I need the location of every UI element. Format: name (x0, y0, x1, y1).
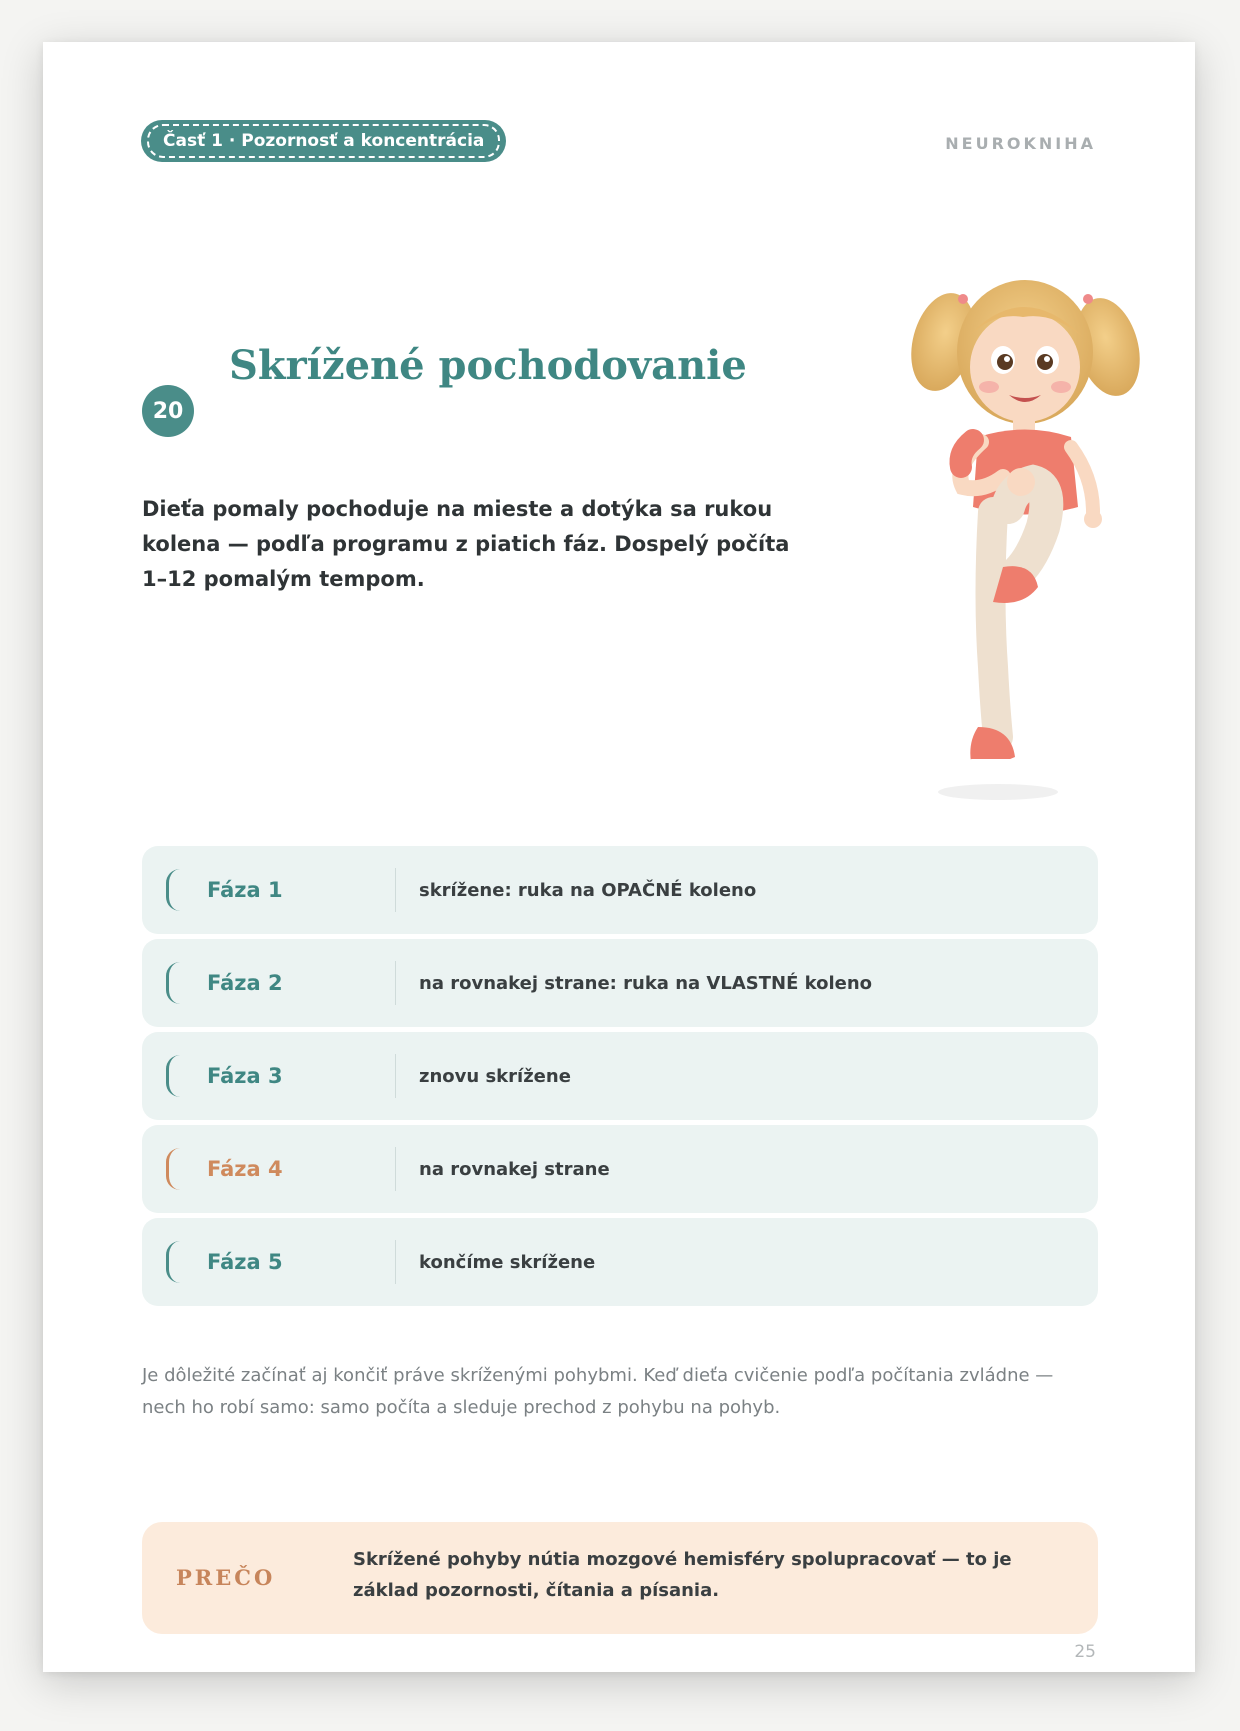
phase-description: na rovnakej strane (419, 1158, 610, 1180)
phase-label: Fáza 3 (207, 1064, 283, 1088)
phase-divider (395, 868, 396, 912)
phase-label: Fáza 4 (207, 1157, 283, 1181)
bracket-icon (166, 1148, 180, 1190)
why-box (142, 1522, 1098, 1634)
phase-row (142, 939, 1098, 1027)
phase-label: Fáza 5 (207, 1250, 283, 1274)
why-label: PREČO (176, 1565, 276, 1590)
bracket-icon (166, 962, 180, 1004)
phase-divider (395, 1240, 396, 1284)
phase-row (142, 846, 1098, 934)
exercise-title: Skrížené pochodovanie (229, 342, 747, 389)
phase-divider (395, 1054, 396, 1098)
book-page (43, 42, 1195, 1672)
phase-divider (395, 961, 396, 1005)
phase-row (142, 1032, 1098, 1120)
girl-illustration (893, 237, 1193, 827)
phase-list (142, 846, 1098, 1311)
page-number: 25 (1074, 1642, 1096, 1662)
phase-row (142, 1125, 1098, 1213)
phase-divider (395, 1147, 396, 1191)
brand-label: NEUROKNIHA (945, 134, 1096, 153)
section-chip-label: Časť 1 · Pozornosť a koncentrácia (147, 124, 500, 158)
phase-description: končíme skrížene (419, 1251, 596, 1273)
phase-description: na rovnakej strane: ruka na VLASTNÉ koleno (419, 972, 873, 994)
why-text: Skrížené pohyby nútia mozgové hemisféry spolupracovať — to je základ pozornosti, čítania a písania. (353, 1549, 1012, 1601)
exercise-lead: Dieťa pomaly pochoduje na mieste a dotýka sa rukou kolena — podľa programu z piatich fáz. Dospelý počíta 1–12 pomalým tempom. (142, 497, 790, 591)
bracket-icon (166, 1055, 180, 1097)
phase-row (142, 1218, 1098, 1306)
note-paragraph: Je dôležité začínať aj končiť práve skríženými pohybmi. Keď dieťa cvičenie podľa počítania zvládne — nech ho robí samo: samo počíta a sleduje prechod z pohybu na pohyb. (142, 1365, 1054, 1418)
phase-label: Fáza 1 (207, 878, 283, 902)
bracket-icon (166, 1241, 180, 1283)
bracket-icon (166, 869, 180, 911)
phase-description: znovu skrížene (419, 1065, 571, 1087)
phase-description: skrížene: ruka na OPAČNÉ koleno (419, 879, 757, 901)
section-chip (141, 120, 506, 162)
phase-label: Fáza 2 (207, 971, 283, 995)
exercise-number-badge: 20 (142, 385, 194, 437)
